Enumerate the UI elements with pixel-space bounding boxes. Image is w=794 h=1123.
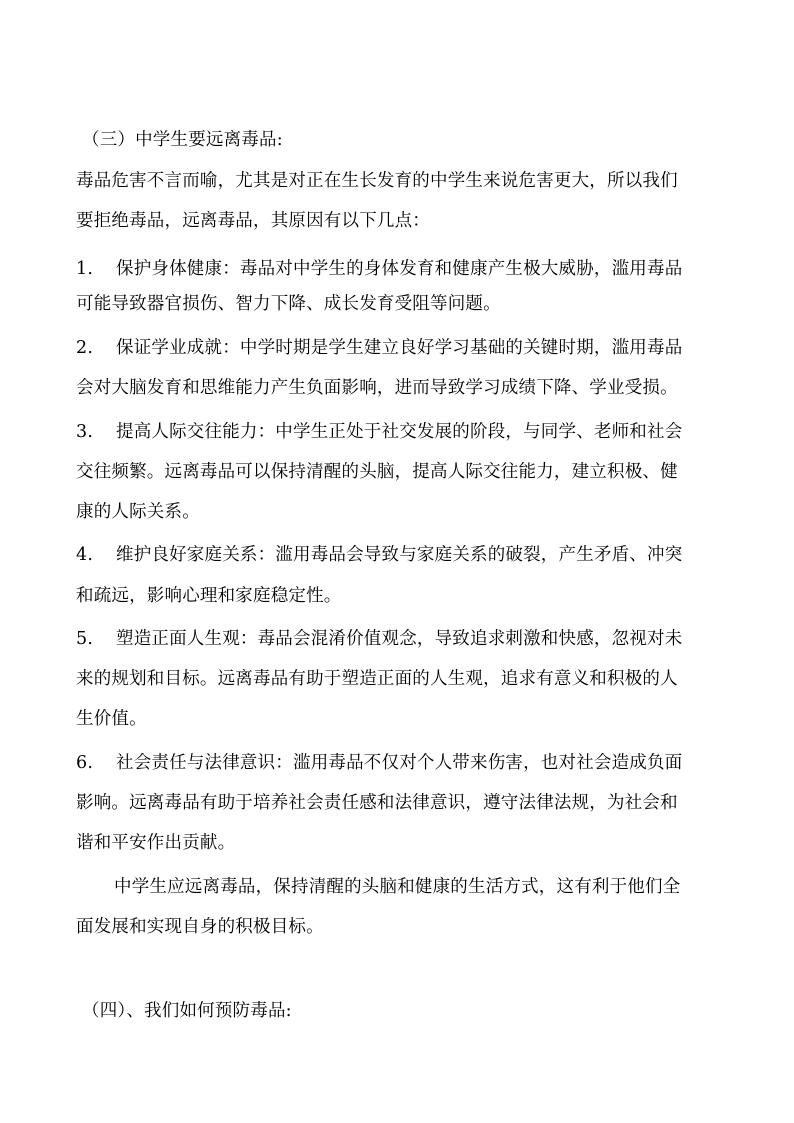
list-item-number: 6. — [76, 753, 94, 773]
list-item-5-cont-2: 生价值。 — [76, 709, 147, 729]
list-item-3-cont-1: 交往频繁。远离毒品可以保持清醒的头脑，提高人际交往能力，建立积极、健 — [76, 462, 678, 482]
conclusion-line-1: 中学生应远离毒品，保持清醒的头脑和健康的生活方式，这有利于他们全 — [114, 877, 681, 897]
list-item-text: 社会责任与法律意识：滥用毒品不仅对个人带来伤害，也对社会造成负面 — [116, 753, 683, 773]
list-item-6-cont-2: 谐和平安作出贡献。 — [76, 833, 236, 853]
list-item-number: 3. — [76, 422, 94, 442]
list-item-5-cont-1: 来的规划和目标。远离毒品有助于塑造正面的人生观，追求有意义和积极的人 — [76, 669, 678, 689]
list-item-text: 保护身体健康：毒品对中学生的身体发育和健康产生极大威胁，滥用毒品 — [116, 259, 683, 279]
list-item-3 — [76, 420, 682, 444]
list-item-text: 维护良好家庭关系：滥用毒品会导致与家庭关系的破裂，产生矛盾、冲突 — [116, 545, 683, 565]
list-item-number: 1. — [76, 259, 94, 279]
list-item-6-cont-1: 影响。远离毒品有助于培养社会责任感和法律意识，遵守法律法规，为社会和 — [76, 793, 678, 813]
list-item-2 — [76, 336, 682, 360]
list-item-text: 保证学业成就：中学时期是学生建立良好学习基础的关键时期，滥用毒品 — [116, 338, 683, 358]
list-item-3-cont-2: 康的人际关系。 — [76, 502, 200, 522]
section-4-heading: （四）、我们如何预防毒品: — [82, 1001, 292, 1021]
intro-line-2: 要拒绝毒品，远离毒品，其原因有以下几点： — [76, 211, 430, 231]
conclusion-line-2: 面发展和实现自身的积极目标。 — [76, 917, 324, 937]
list-item-number: 4. — [76, 545, 94, 565]
section-3-heading: （三）中学生要远离毒品: — [82, 130, 283, 150]
list-item-1-cont: 可能导致器官损伤、智力下降、成长发育受阻等问题。 — [76, 294, 501, 314]
list-item-4 — [76, 543, 682, 567]
list-item-text: 提高人际交往能力：中学生正处于社交发展的阶段，与同学、老师和社会 — [116, 422, 683, 442]
list-item-6 — [76, 751, 682, 775]
list-item-5 — [76, 627, 682, 651]
list-item-text: 塑造正面人生观：毒品会混淆价值观念，导致追求刺激和快感，忽视对未 — [116, 629, 683, 649]
list-item-number: 5. — [76, 629, 94, 649]
list-item-2-cont: 会对大脑发育和思维能力产生负面影响，进而导致学习成绩下降、学业受损。 — [76, 378, 678, 398]
list-item-4-cont: 和疏远，影响心理和家庭稳定性。 — [76, 586, 342, 606]
intro-line-1: 毒品危害不言而喻，尤其是对正在生长发育的中学生来说危害更大，所以我们 — [76, 171, 678, 191]
list-item-number: 2. — [76, 338, 94, 358]
list-item-1 — [76, 257, 682, 281]
